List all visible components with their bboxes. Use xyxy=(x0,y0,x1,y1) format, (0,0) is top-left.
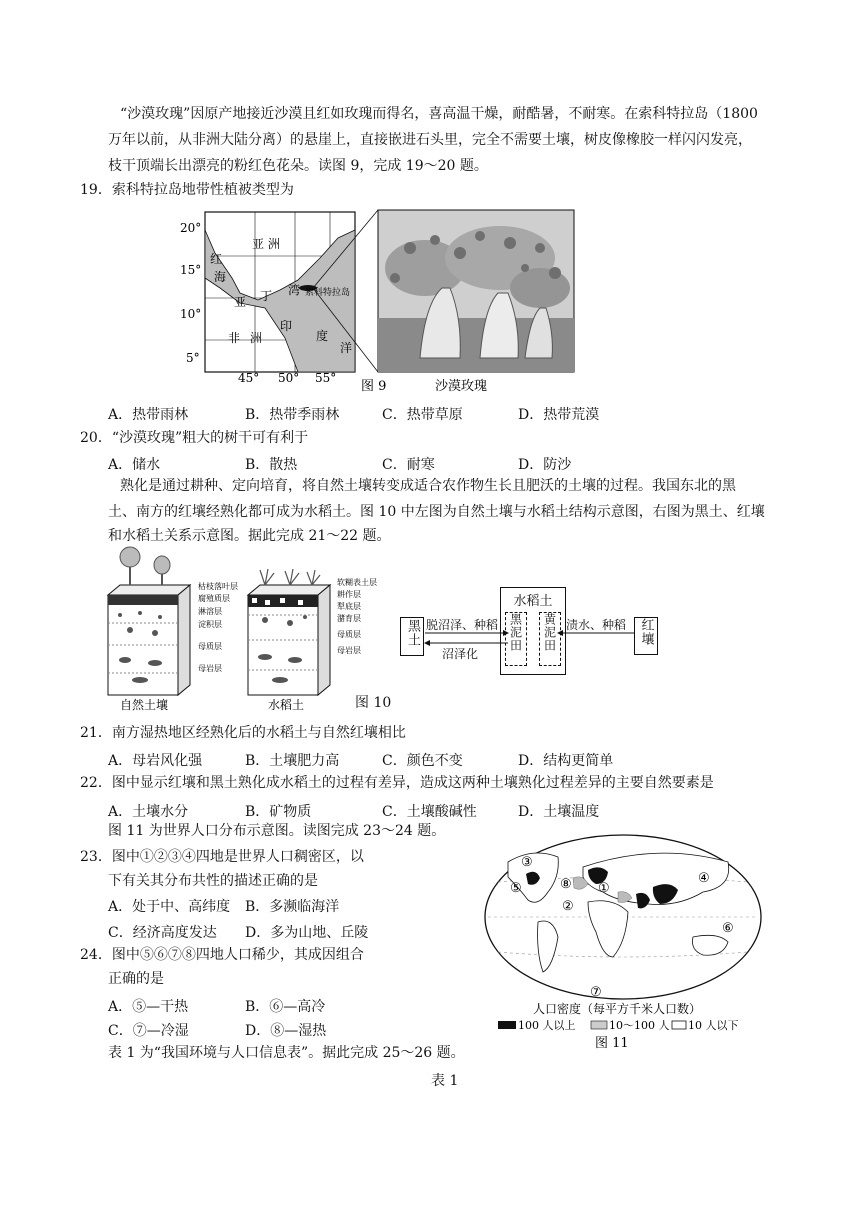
label-indian-1: 印 xyxy=(280,319,293,333)
q24-option-b[interactable]: B．⑥—高冷 xyxy=(245,999,326,1015)
table-intro: 表 1 为“我国环境与人口信息表”。据此完成 25～26 题。 xyxy=(108,1045,465,1061)
label-africa-1: 非 xyxy=(228,331,241,345)
black-soil-label: 黑土 xyxy=(405,619,420,647)
q22-option-d[interactable]: D．土壤温度 xyxy=(518,804,600,820)
q23-option-a[interactable]: A．处于中、高纬度 xyxy=(108,899,231,915)
nat-layer-4: 淀积层 xyxy=(198,620,222,629)
q24-option-a[interactable]: A．⑤—干热 xyxy=(108,999,189,1015)
marker-8: ⑧ xyxy=(560,877,572,892)
q19-option-c[interactable]: C．热带草原 xyxy=(382,407,463,423)
q21-option-a[interactable]: A．母岩风化强 xyxy=(108,753,203,769)
q23-stem-2: 下有关其分布共性的描述正确的是 xyxy=(108,873,318,889)
legend-title: 人口密度（每平方千米人口数） xyxy=(533,1002,702,1016)
q20-option-a[interactable]: A．储水 xyxy=(108,457,161,473)
intro-line-2: 万年以前，从非洲大陆分离）的悬崖上，直接嵌进石头里，完全不需要土壤，树皮像橡胶一样闪闪发亮， xyxy=(108,132,752,148)
marker-3: ③ xyxy=(521,855,533,870)
q22-stem: 22．图中显示红壤和黑土熟化成水稻土的过程有差异，造成这两种土壤熟化过程差异的主要自然要素是 xyxy=(80,775,714,791)
q21-option-d[interactable]: D．结构更简单 xyxy=(518,753,614,769)
desert-rose-photo xyxy=(378,210,574,372)
label-indian-3: 洋 xyxy=(340,341,353,355)
q20-option-d[interactable]: D．防沙 xyxy=(518,457,572,473)
paddy-layer-6: 母岩层 xyxy=(337,646,361,655)
lon-55: 55° xyxy=(315,371,337,385)
figure-10-relation xyxy=(398,585,663,675)
natural-soil-label: 自然土壤 xyxy=(120,698,169,712)
fig11-caption: 图 11 xyxy=(595,1036,629,1051)
q19-stem: 19．索科特拉岛地带性植被类型为 xyxy=(80,182,294,198)
paddy-soil-label: 水稻土 xyxy=(268,698,305,712)
q19-option-d[interactable]: D．热带荒漠 xyxy=(518,407,600,423)
q23-option-d[interactable]: D．多为山地、丘陵 xyxy=(245,925,369,941)
arrow-label-left: 脱沼泽、种稻 xyxy=(426,618,499,632)
table-caption: 表 1 xyxy=(431,1073,459,1089)
lat-5: 5° xyxy=(186,351,200,365)
label-asia: 亚 洲 xyxy=(252,237,280,251)
black-field-label: 黑泥田 xyxy=(508,613,523,652)
fig11-intro: 图 11 为世界人口分布示意图。读图完成 23～24 题。 xyxy=(108,823,446,839)
marker-5: ⑤ xyxy=(510,881,522,896)
label-aden-1: 亚 xyxy=(234,295,247,309)
lat-10: 10° xyxy=(180,307,202,321)
figure-9 xyxy=(180,208,580,398)
q22-option-b[interactable]: B．矿物质 xyxy=(245,804,312,820)
nat-layer-1: 枯枝落叶层 xyxy=(198,582,238,591)
paddy-soil-block xyxy=(248,569,330,695)
q22-option-a[interactable]: A．土壤水分 xyxy=(108,804,189,820)
label-red-2: 海 xyxy=(214,270,227,284)
paddy-layer-4: 潴育层 xyxy=(337,614,361,623)
figure-11 xyxy=(478,832,768,1054)
nat-layer-2: 腐殖质层 xyxy=(198,594,230,603)
paddy-layer-3: 犁底层 xyxy=(337,602,361,611)
arrow-label-right: 渍水、种稻 xyxy=(566,618,627,632)
q23-option-c[interactable]: C．经济高度发达 xyxy=(108,925,217,941)
natural-soil-block xyxy=(108,547,190,695)
paddy-layer-5: 母质层 xyxy=(337,630,361,639)
fig10-caption: 图 10 xyxy=(355,695,392,711)
paddy-layer-1: 软糊表土层 xyxy=(337,578,377,587)
red-soil-label: 红壤 xyxy=(638,618,654,646)
figure-10-profiles xyxy=(100,545,400,715)
legend-dense: 100 人以上 xyxy=(518,1019,576,1032)
label-indian-2: 度 xyxy=(316,329,329,343)
paddy-layer-labels xyxy=(337,577,377,655)
q24-option-d[interactable]: D．⑧—湿热 xyxy=(245,1023,327,1039)
q19-option-a[interactable]: A．热带雨林 xyxy=(108,407,189,423)
label-africa-2: 洲 xyxy=(250,331,263,345)
paddy-box-title: 水稻土 xyxy=(513,594,553,609)
q24-option-c[interactable]: C．⑦—冷湿 xyxy=(108,1023,189,1039)
yellow-field-label: 黄泥田 xyxy=(542,613,557,652)
lat-15: 15° xyxy=(180,263,202,277)
marker-7: ⑦ xyxy=(590,985,602,1000)
q20-stem: 20．“沙漠玫瑰”粗大的树干可有利于 xyxy=(80,430,309,446)
marker-4: ④ xyxy=(698,871,710,886)
lon-50: 50° xyxy=(278,371,300,385)
para2-line-1: 熟化是通过耕种、定向培育，将自然土壤转变成适合农作物生长且肥沃的土壤的过程。我国东北的黑 xyxy=(120,478,736,494)
para2-line-3: 和水稻土关系示意图。据此完成 21～22 题。 xyxy=(108,528,391,544)
q20-option-c[interactable]: C．耐寒 xyxy=(382,457,435,473)
q21-option-b[interactable]: B．土壤肥力高 xyxy=(245,753,340,769)
label-socotra: 索科特拉岛 xyxy=(305,288,351,298)
q23-stem-1: 23．图中①②③④四地是世界人口稠密区，以 xyxy=(80,849,364,865)
label-red-1: 红 xyxy=(210,252,223,266)
lat-20: 20° xyxy=(180,221,202,235)
para2-line-2: 土、南方的红壤经熟化都可成为水稻土。图 10 中左图为自然土壤与水稻土结构示意图，右图为黑土、红壤 xyxy=(108,504,765,520)
marker-6: ⑥ xyxy=(722,921,734,936)
q24-stem-1: 24．图中⑤⑥⑦⑧四地人口稀少，其成因组合 xyxy=(80,947,364,963)
label-aden-3: 湾 xyxy=(288,283,301,297)
label-aden-2: 丁 xyxy=(260,289,273,303)
intro-line-3: 枝干顶端长出漂亮的粉红色花朵。读图 9，完成 19～20 题。 xyxy=(108,158,488,174)
q24-stem-2: 正确的是 xyxy=(108,971,164,987)
intro-line-1: “沙漠玫瑰”因原产地接近沙漠且红如玫瑰而得名，喜高温干燥，耐酷暑，不耐寒。在索科特拉岛（1800 xyxy=(120,106,758,122)
nat-layer-3: 淋溶层 xyxy=(198,607,222,616)
q19-option-b[interactable]: B．热带季雨林 xyxy=(245,407,340,423)
q22-option-c[interactable]: C．土壤酸碱性 xyxy=(382,804,477,820)
nat-layer-5: 母质层 xyxy=(198,642,222,651)
legend-sparse: 10 人以下 xyxy=(688,1019,739,1032)
paddy-layer-2: 耕作层 xyxy=(337,590,361,599)
legend-medium: 10～100 人 xyxy=(609,1019,670,1032)
lon-45: 45° xyxy=(238,371,260,385)
marker-2: ② xyxy=(562,899,574,914)
nat-layer-6: 母岩层 xyxy=(198,664,222,673)
q21-option-c[interactable]: C．颜色不变 xyxy=(382,753,463,769)
legend xyxy=(498,1018,739,1051)
q23-option-b[interactable]: B．多濒临海洋 xyxy=(245,899,340,915)
fig9-caption: 图 9 xyxy=(361,379,387,394)
q20-option-b[interactable]: B．散热 xyxy=(245,457,298,473)
marker-1: ① xyxy=(598,881,610,896)
fig9-photo-caption: 沙漠玫瑰 xyxy=(435,379,488,394)
natural-layer-labels xyxy=(198,581,238,673)
q21-stem: 21．南方湿热地区经熟化后的水稻土与自然红壤相比 xyxy=(80,725,406,741)
arrow-label-back: 沼泽化 xyxy=(442,647,479,661)
